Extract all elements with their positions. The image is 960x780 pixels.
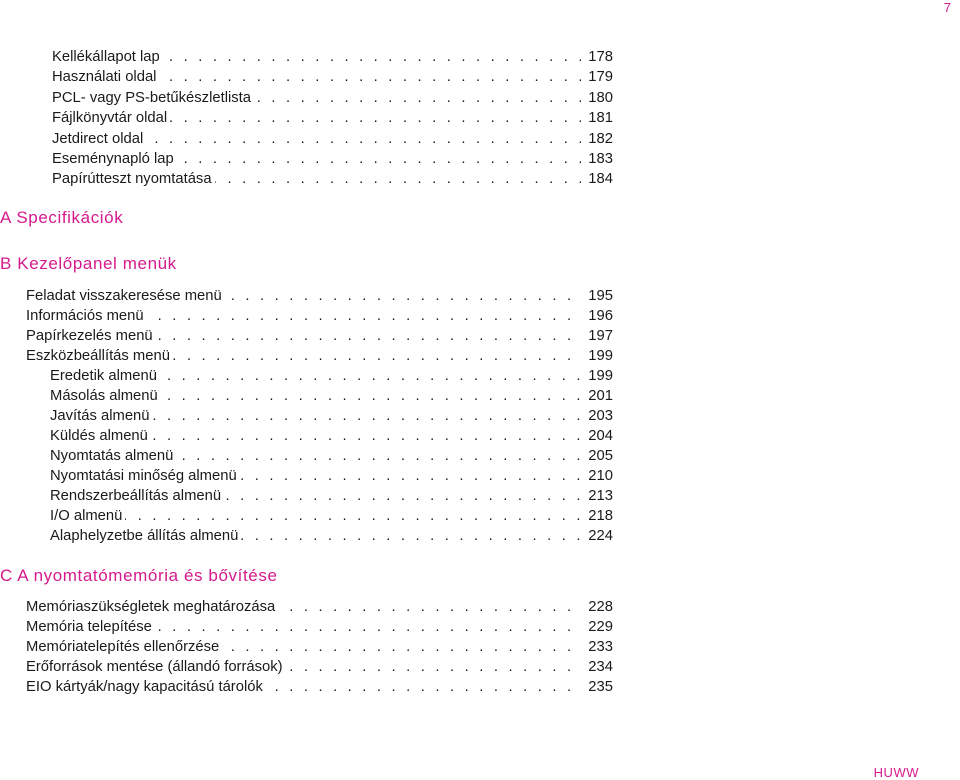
toc-subentry[interactable] — [50, 486, 613, 506]
toc-entry[interactable] — [52, 108, 613, 128]
toc-entry-page: 196 — [588, 308, 613, 324]
toc-entry-page: 199 — [588, 348, 613, 364]
toc-block-3 — [26, 597, 613, 697]
toc-entry-page: 179 — [586, 67, 613, 87]
section-heading-a[interactable]: A Specifikációk — [0, 208, 124, 227]
toc-entry[interactable] — [26, 657, 613, 677]
toc-entry-label: PCL- vagy PS-betűkészletlista — [52, 88, 254, 108]
toc-entry-page: 213 — [588, 488, 613, 504]
toc-entry[interactable] — [52, 129, 613, 149]
toc-entry-label: Rendszerbeállítás almenü — [50, 486, 224, 506]
page-number: 7 — [943, 0, 951, 15]
toc-subentry[interactable] — [50, 466, 613, 486]
toc-entry[interactable] — [26, 637, 613, 657]
toc-entry-page: 201 — [588, 388, 613, 404]
toc-subentry[interactable] — [50, 446, 613, 466]
toc-entry-page: 181 — [586, 108, 613, 128]
toc-entry-label: Használati oldal — [52, 67, 159, 87]
toc-entry-label: Másolás almenü — [50, 386, 161, 406]
toc-entry-page: 218 — [588, 508, 613, 524]
toc-entry-page: 210 — [588, 468, 613, 484]
toc-entry[interactable] — [26, 306, 613, 326]
toc-entry-label: Nyomtatási minőség almenü — [50, 466, 240, 486]
toc-entry-page: 228 — [588, 599, 613, 615]
toc-entry[interactable] — [26, 326, 613, 346]
toc-entry-page: 224 — [588, 528, 613, 544]
toc-entry[interactable] — [26, 597, 613, 617]
toc-entry-label: Eszközbeállítás menü — [26, 346, 173, 366]
toc-entry[interactable] — [52, 149, 613, 169]
toc-entry-page: 197 — [588, 328, 613, 344]
toc-entry[interactable] — [26, 617, 613, 637]
toc-block-2 — [26, 286, 613, 546]
toc-subentry[interactable] — [50, 506, 613, 526]
toc-entry-page: 182 — [586, 129, 613, 149]
toc-entry-label: Memória telepítése — [26, 617, 155, 637]
toc-subentry[interactable] — [50, 426, 613, 446]
toc-entry-page: 195 — [588, 288, 613, 304]
toc-entry-page: 199 — [588, 368, 613, 384]
toc-entry-label: Feladat visszakeresése menü — [26, 286, 225, 306]
toc-entry-page: 184 — [586, 169, 613, 189]
toc-entry-page: 178 — [586, 47, 613, 67]
toc-entry-label: Papírútteszt nyomtatása — [52, 169, 215, 189]
toc-entry-label: Információs menü — [26, 306, 147, 326]
toc-subentry[interactable] — [50, 366, 613, 386]
toc-entry-page: 235 — [588, 679, 613, 695]
toc-subentry[interactable] — [50, 526, 613, 546]
toc-entry-label: Nyomtatás almenü — [50, 446, 176, 466]
dot-leader — [50, 506, 581, 526]
toc-entry-label: Memóriatelepítés ellenőrzése — [26, 637, 222, 657]
toc-entry-label: Jetdirect oldal — [52, 129, 146, 149]
toc-entry-label: Eseménynapló lap — [52, 149, 177, 169]
toc-entry-label: EIO kártyák/nagy kapacitású tárolók — [26, 677, 266, 697]
toc-entry-page: 205 — [588, 448, 613, 464]
toc-entry-label: Küldés almenü — [50, 426, 151, 446]
toc-entry[interactable] — [52, 88, 613, 108]
toc-subentry[interactable] — [50, 406, 613, 426]
toc-entry-page: 204 — [588, 428, 613, 444]
toc-entry-label: Alaphelyzetbe állítás almenü — [50, 526, 241, 546]
toc-entry-label: Eredetik almenü — [50, 366, 160, 386]
toc-entry-page: 233 — [588, 639, 613, 655]
toc-entry[interactable] — [26, 677, 613, 697]
toc-entry-page: 180 — [586, 88, 613, 108]
toc-entry-page: 203 — [588, 408, 613, 424]
toc-entry[interactable] — [26, 286, 613, 306]
toc-block-1 — [52, 47, 613, 190]
section-heading-b[interactable]: B Kezelőpanel menük — [0, 254, 177, 273]
toc-entry-page: 183 — [586, 149, 613, 169]
toc-entry-label: Erőforrások mentése (állandó források) — [26, 657, 286, 677]
toc-entry[interactable] — [52, 169, 613, 189]
toc-entry-page: 234 — [588, 659, 613, 675]
toc-entry[interactable] — [26, 346, 613, 366]
toc-entry-label: Papírkezelés menü — [26, 326, 156, 346]
toc-entry-label: Javítás almenü — [50, 406, 153, 426]
footer-label: HUWW — [873, 765, 919, 780]
toc-entry-page: 229 — [588, 619, 613, 635]
section-heading-c[interactable]: C A nyomtatómemória és bővítése — [0, 566, 278, 585]
toc-subentry[interactable] — [50, 386, 613, 406]
toc-entry[interactable] — [52, 67, 613, 87]
toc-entry-label: Kellékállapot lap — [52, 47, 163, 67]
toc-entry-label: Memóriaszükségletek meghatározása — [26, 597, 278, 617]
toc-entry[interactable] — [52, 47, 613, 67]
toc-entry-label: Fájlkönyvtár oldal — [52, 108, 170, 128]
toc-entry-label: I/O almenü — [50, 506, 125, 526]
